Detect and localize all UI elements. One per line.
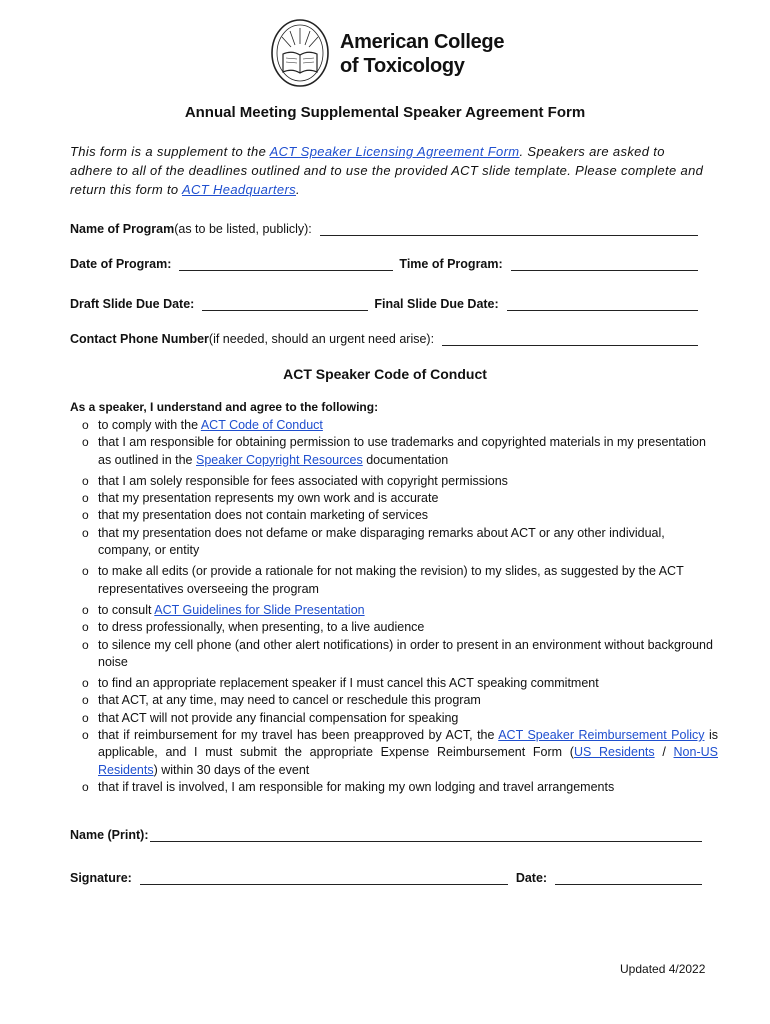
program-name-row [70, 221, 698, 236]
intro-paragraph [70, 142, 710, 199]
us-residents-link[interactable]: US Residents [573, 745, 655, 760]
slide-dates-row [70, 296, 698, 311]
name-print-row [70, 827, 702, 842]
phone-field[interactable] [442, 331, 698, 346]
program-date-field[interactable] [179, 256, 393, 271]
program-name-field[interactable] [320, 221, 698, 236]
signature-label: Signature: [70, 871, 132, 885]
list-item: o to make all edits (or provide a rationale for not making the revision) to my slides, as suggested by the ACT representatives overseeing the program [78, 563, 718, 598]
final-slide-label: Final Slide Due Date: [374, 297, 499, 311]
list-item: o to find an appropriate replacement speaker if I must cancel this ACT speaking commitment [78, 675, 718, 692]
list-item: o to silence my cell phone (and other alert notifications) in order to present in an environment without background noise [78, 637, 718, 672]
intro-text-3: . [295, 182, 300, 197]
list-item-text: that I am responsible for obtaining permission to use trademarks and copyrighted materials in my presentation as outlined in the [98, 435, 706, 467]
program-time-label: Time of Program: [399, 257, 503, 271]
list-item [78, 602, 718, 619]
name-print-field[interactable] [150, 827, 702, 842]
list-item-text: to comply with the [98, 418, 201, 432]
program-date-label: Date of Program: [70, 257, 172, 271]
logo-line-2: of Toxicology [340, 55, 465, 77]
list-item [78, 417, 718, 434]
program-date-time-row [70, 256, 698, 271]
list-item: o that I am solely responsible for fees associated with copyright permissions [78, 473, 718, 490]
list-item-text: is applicable, and I must submit the appropriate Expense Reimbursement Form ( [98, 728, 718, 760]
list-item-text: to consult [98, 602, 155, 617]
list-item: o to dress professionally, when presenting, to a live audience [78, 619, 718, 636]
name-print-label: Name (Print): [70, 828, 149, 842]
code-list [78, 417, 718, 796]
copyright-resources-link[interactable]: Speaker Copyright Resources [196, 452, 363, 467]
list-item: o that my presentation does not defame or make disparaging remarks about ACT or any other individual, company, or entity [78, 525, 718, 560]
signature-row [70, 870, 702, 885]
intro-text-2: . Speakers are asked to adhere to all of the deadlines outlined and to use the provided ACT slide template. Please complete and return this form to [70, 144, 704, 197]
phone-label: Contact Phone Number [70, 332, 209, 346]
code-of-conduct-link[interactable]: ACT Code of Conduct [200, 418, 323, 432]
list-item: o that ACT, at any time, may need to cancel or reschedule this program [78, 692, 718, 709]
list-item-text: that if reimbursement for my travel has been preapproved by ACT, the [98, 728, 499, 743]
list-item [78, 727, 718, 779]
act-headquarters-link[interactable]: ACT Headquarters [182, 182, 296, 197]
intro-text-1: This form is a supplement to the [70, 144, 270, 159]
program-time-field[interactable] [511, 256, 698, 271]
date-label: Date: [515, 871, 548, 885]
logo-line-1: American College [340, 31, 505, 53]
code-of-conduct-title: ACT Speaker Code of Conduct [283, 366, 487, 382]
book-seal-icon [270, 18, 330, 88]
signature-field[interactable] [140, 870, 508, 885]
list-item: o that if travel is involved, I am responsible for making my own lodging and travel arrangements [78, 779, 718, 796]
list-item: o that my presentation does not contain marketing of services [78, 507, 718, 524]
slide-guidelines-link[interactable]: ACT Guidelines for Slide Presentation [154, 602, 365, 617]
program-name-note: (as to be listed, publicly): [174, 222, 312, 236]
list-item-text: / [654, 745, 674, 760]
list-item-text: ) within 30 days of the event [153, 762, 310, 777]
program-name-label: Name of Program [70, 222, 175, 236]
list-item [78, 434, 718, 469]
reimbursement-policy-link[interactable]: ACT Speaker Reimbursement Policy [498, 728, 705, 743]
code-lead: As a speaker, I understand and agree to the following: [70, 400, 379, 414]
date-field[interactable] [555, 870, 702, 885]
logo [270, 18, 520, 90]
licensing-agreement-link[interactable]: ACT Speaker Licensing Agreement Form [269, 144, 520, 159]
non-us-residents-link[interactable]: Non-US Residents [98, 745, 718, 777]
phone-row [70, 331, 698, 346]
phone-note: (if needed, should an urgent need arise): [208, 332, 435, 346]
draft-slide-field[interactable] [202, 296, 368, 311]
draft-slide-label: Draft Slide Due Date: [70, 297, 195, 311]
list-item-text: documentation [362, 452, 449, 467]
final-slide-field[interactable] [507, 296, 698, 311]
page-title: Annual Meeting Supplemental Speaker Agreement Form [184, 104, 586, 121]
list-item: o that my presentation represents my own work and is accurate [78, 490, 718, 507]
updated-date: Updated 4/2022 [620, 962, 706, 976]
list-item: o that ACT will not provide any financial compensation for speaking [78, 710, 718, 727]
